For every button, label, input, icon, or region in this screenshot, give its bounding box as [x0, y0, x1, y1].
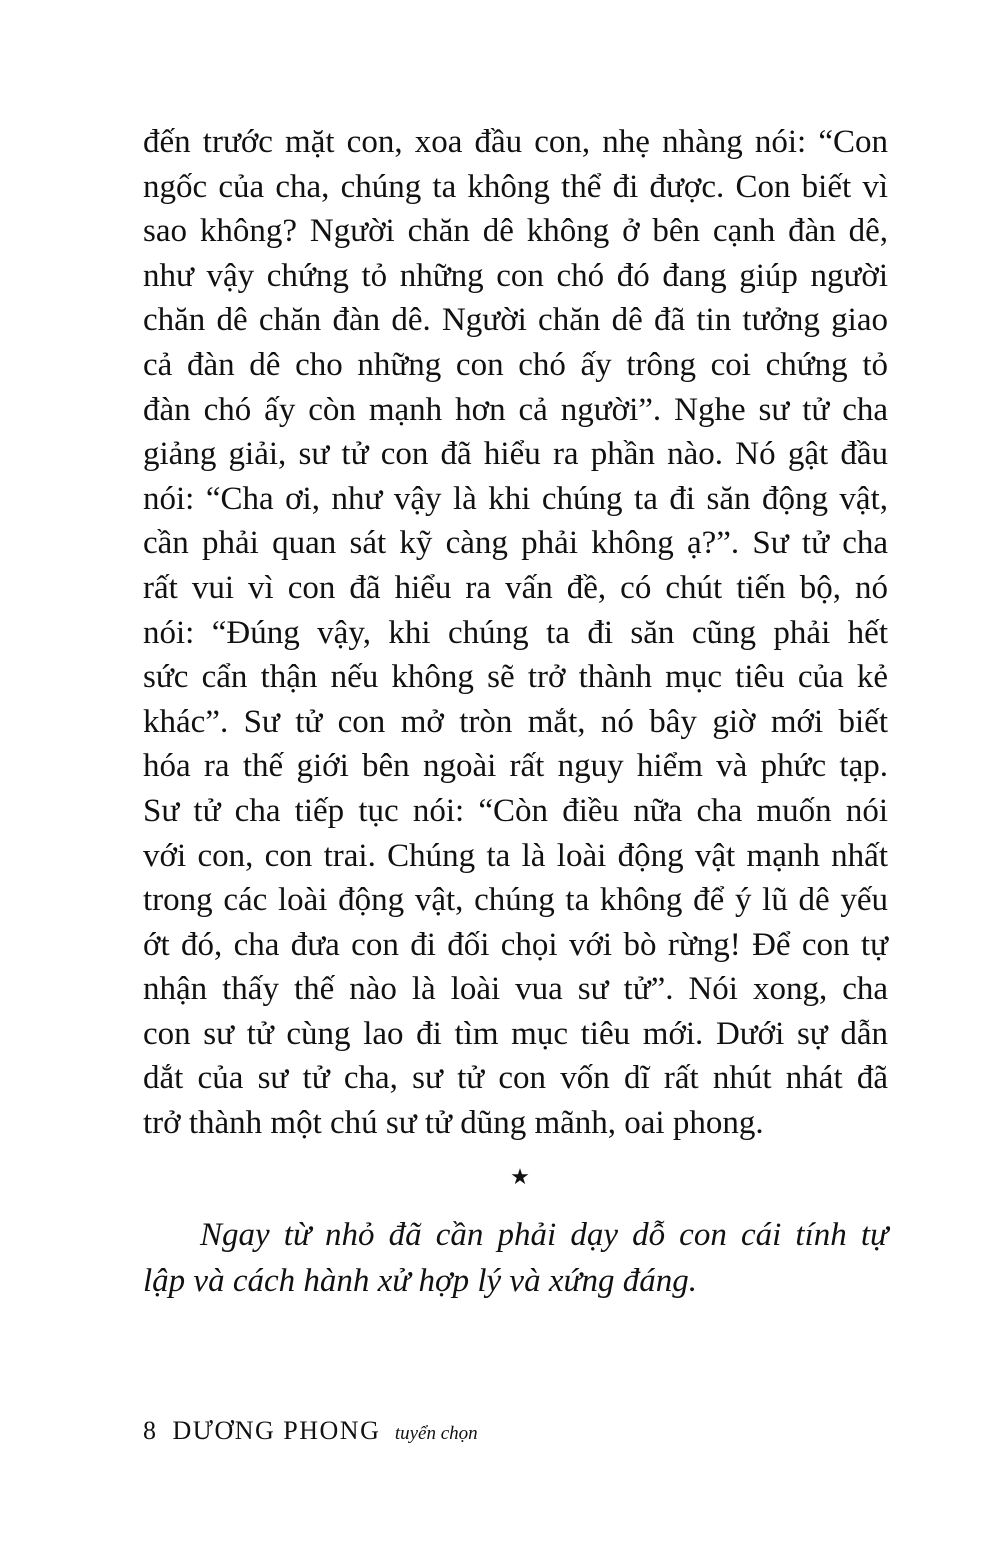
text-line: giảng giải, sư tử con đã hiểu ra phần nào. Nó gật đầu [143, 436, 888, 473]
author-name: DƯƠNG PHONG [172, 1416, 381, 1445]
text-line: đàn chó ấy còn mạnh hơn cả người”. Nghe sư tử cha [143, 391, 888, 428]
text-line: Sư tử cha tiếp tục nói: “Còn điều nữa cha muốn nói [143, 792, 888, 829]
text-line: nói: “Đúng vậy, khi chúng ta đi săn cũng phải hết [143, 614, 888, 651]
text-line: dắt của sư tử cha, sư tử con vốn dĩ rất nhút nhát đã [143, 1060, 888, 1097]
text-line: sao không? Người chăn dê không ở bên cạnh đàn dê, [143, 213, 888, 250]
text-line: con sư tử cùng lao đi tìm mục tiêu mới. Dưới sự dẫn [143, 1015, 888, 1052]
text-line: khác”. Sư tử con mở tròn mắt, nó bây giờ mới biết [143, 703, 888, 740]
text-line-last: trở thành một chú sư tử dũng mãnh, oai phong. [143, 1105, 764, 1142]
text-line: như vậy chứng tỏ những con chó đó đang giúp người [143, 257, 888, 294]
section-separator-star: ★ [510, 1164, 530, 1189]
text-line: ngốc của cha, chúng ta không thể đi được. Con biết vì [143, 168, 888, 205]
story-text [143, 120, 888, 1146]
text-line: đến trước mặt con, xoa đầu con, nhẹ nhàng nói: “Con [143, 124, 888, 160]
moral-line: Ngay từ nhỏ đã cần phải dạy dỗ con cái tính tự [200, 1217, 888, 1253]
moral-of-story [143, 1212, 888, 1304]
text-line: cả đàn dê cho những con chó ấy trông coi chứng tỏ [143, 346, 888, 383]
collection-tag: tuyển chọn [394, 1423, 478, 1444]
text-line: chăn dê chăn đàn dê. Người chăn dê đã tin tưởng giao [143, 302, 888, 339]
page-number: 8 [143, 1416, 156, 1445]
text-line: nhận thấy thế nào là loài vua sư tử”. Nói xong, cha [143, 971, 888, 1008]
text-line: hóa ra thế giới bên ngoài rất nguy hiểm và phức tạp. [143, 748, 888, 785]
text-line: ớt đó, cha đưa con đi đối chọi với bò rừng! Để con tự [143, 926, 888, 963]
text-line: cần phải quan sát kỹ càng phải không ạ?”. Sư tử cha [143, 525, 888, 562]
text-line: rất vui vì con đã hiểu ra vấn đề, có chút tiến bộ, nó [143, 569, 888, 606]
text-line: trong các loài động vật, chúng ta không để ý lũ dê yếu [143, 882, 888, 919]
text-line: nói: “Cha ơi, như vậy là khi chúng ta đi săn động vật, [143, 480, 888, 517]
moral-line: lập và cách hành xử hợp lý và xứng đáng. [143, 1263, 697, 1299]
text-line: với con, con trai. Chúng ta là loài động vật mạnh nhất [143, 837, 888, 874]
text-line: sức cẩn thận nếu không sẽ trở thành mục tiêu của kẻ [143, 659, 888, 696]
page-footer [143, 1416, 478, 1449]
